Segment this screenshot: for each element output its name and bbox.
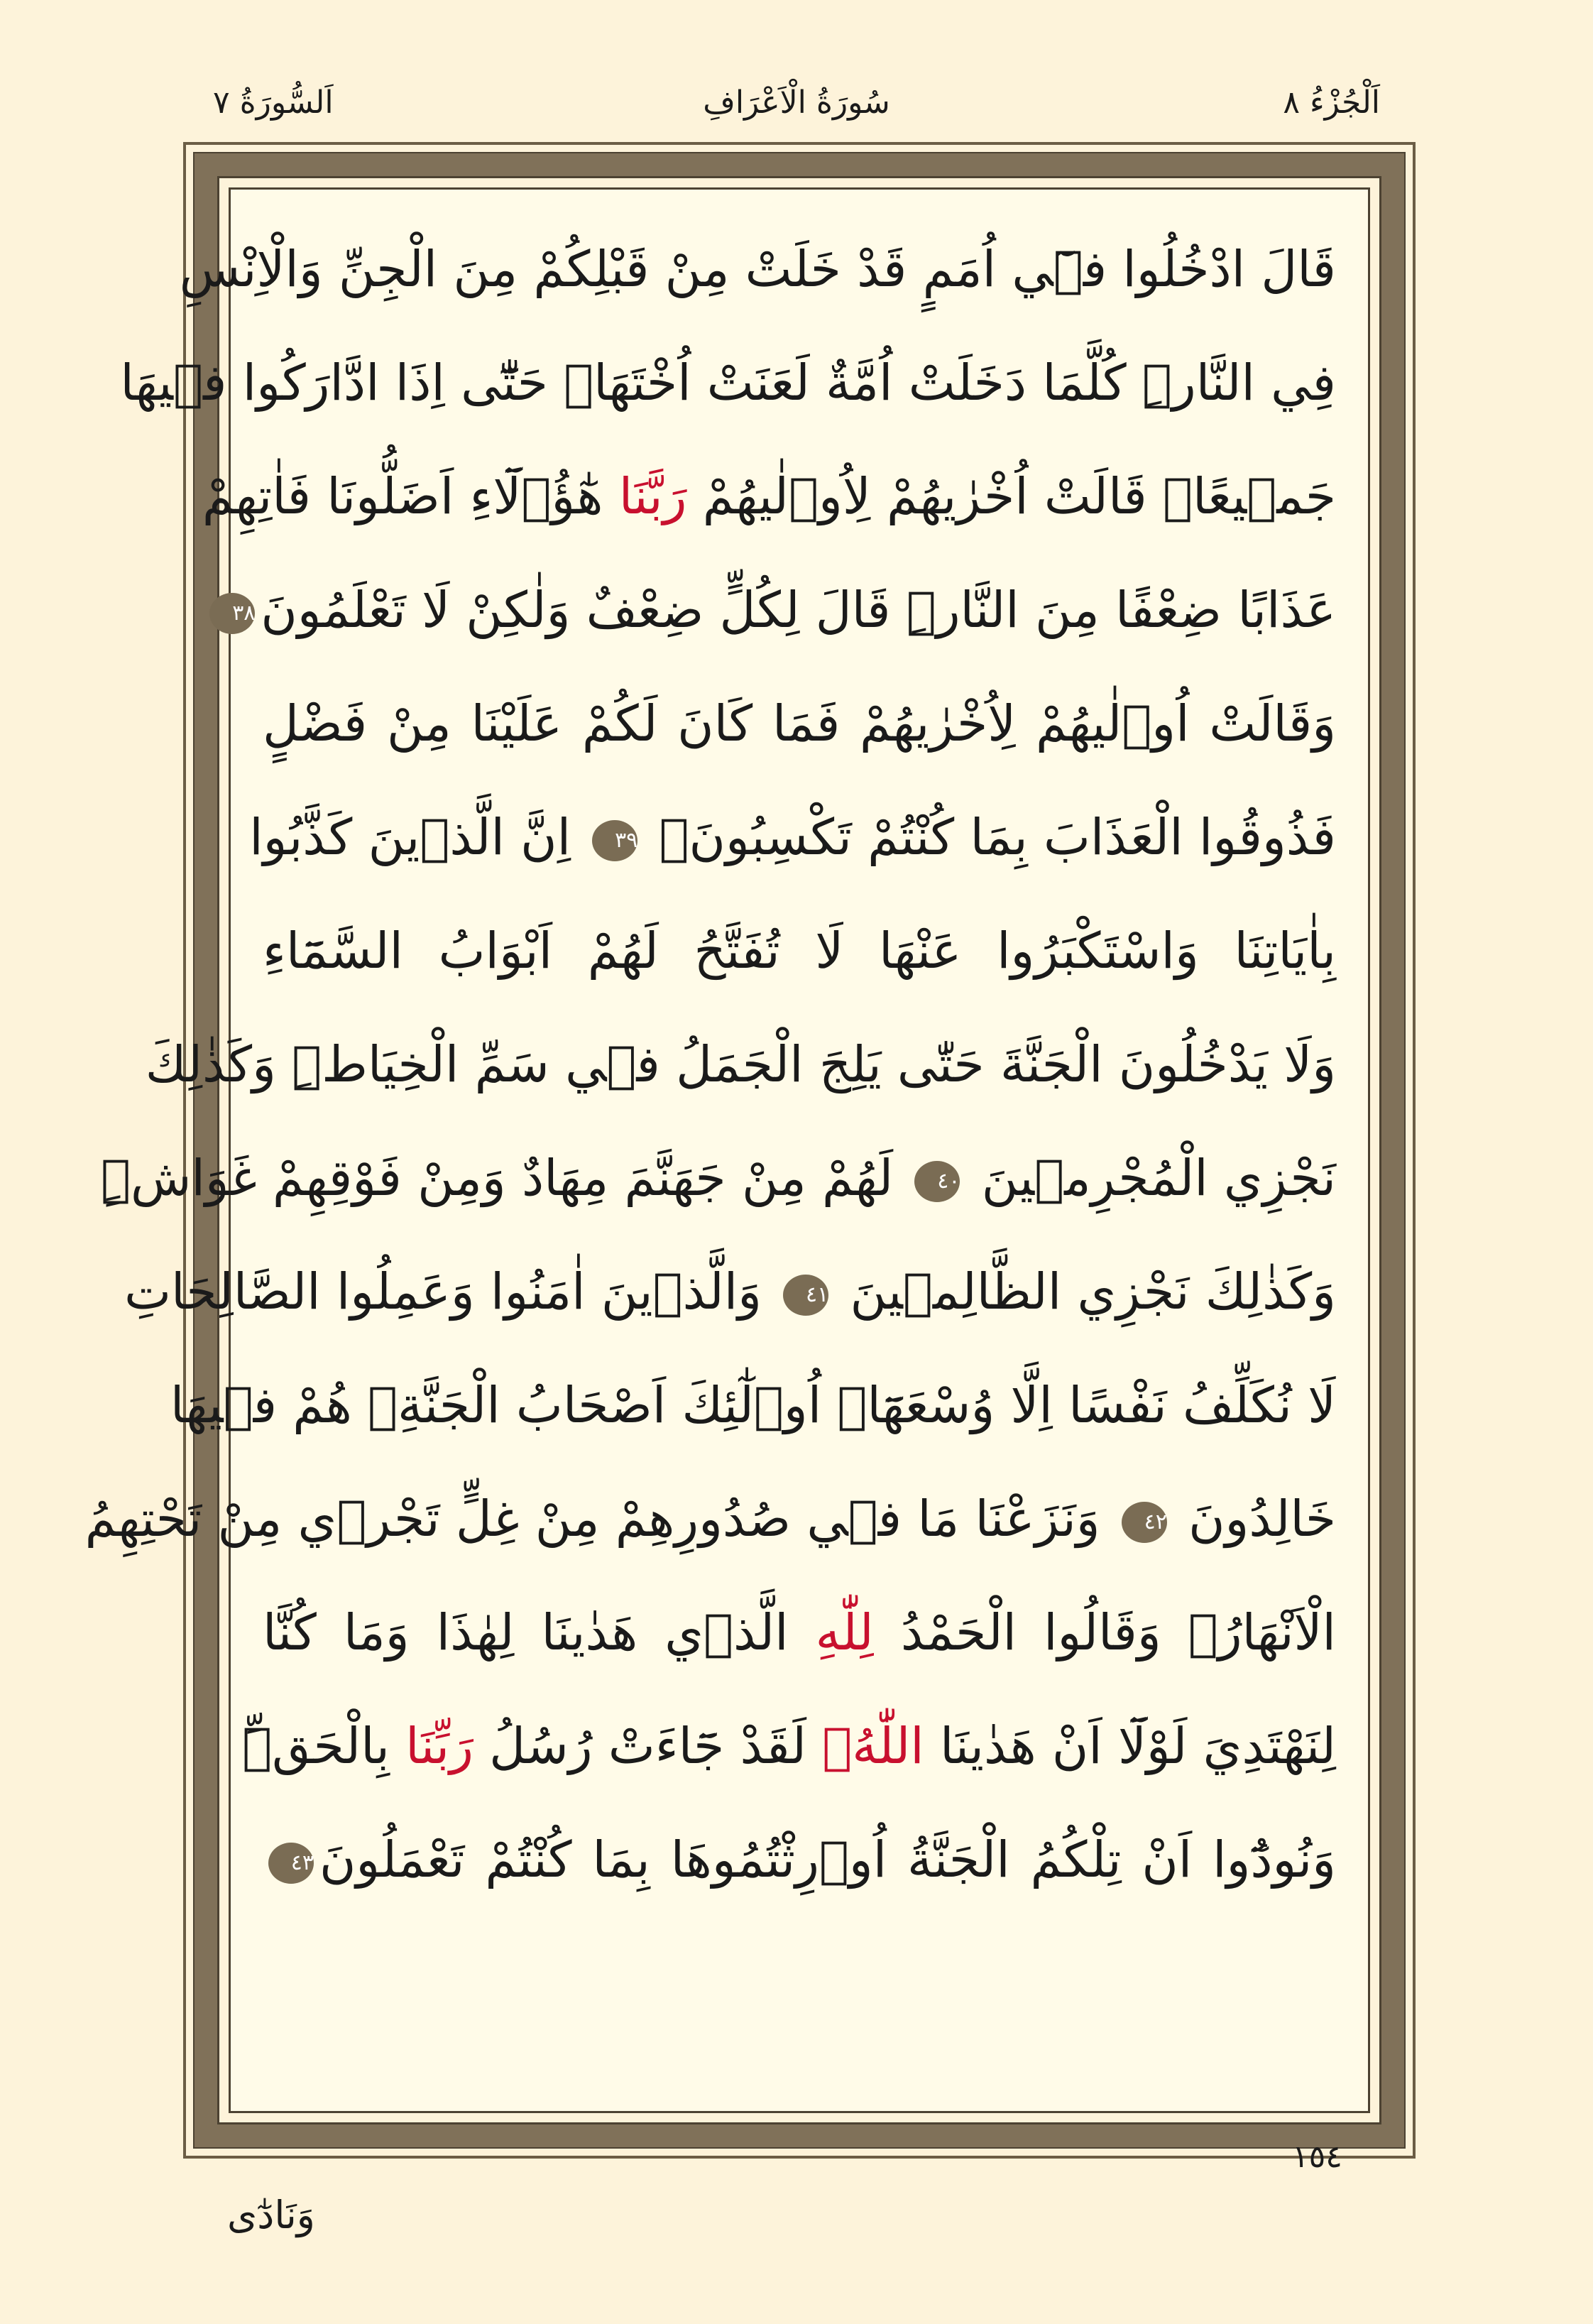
text-line-9 <box>101 1122 1336 1234</box>
ayah-number-marker: ٤١ <box>783 1275 828 1316</box>
line-text: هٰٓؤُ۬لَٓاءِ اَضَلُّونَا فَاٰتِهِمْ <box>202 467 619 525</box>
text-line-7 <box>263 895 1336 1007</box>
text-line-10 <box>124 1235 1336 1348</box>
line-text: لِنَهْتَدِيَ لَوْلَٓا اَنْ هَدٰينَا <box>924 1717 1336 1775</box>
page-number: ١٥٤ <box>1292 2139 1342 2175</box>
ayah-number-marker: ٤٢ <box>1122 1502 1167 1543</box>
ayah-number-marker: ٤٠ <box>914 1161 960 1202</box>
text-line-8 <box>145 1008 1336 1120</box>
divine-name-highlight: رَبَّنَا <box>618 467 687 525</box>
divine-name-highlight: لِلّٰهِ <box>815 1603 874 1662</box>
line-text: وَالَّذ۪ينَ اٰمَنُوا وَعَمِلُوا الصَّالِحَاتِ <box>124 1262 778 1321</box>
juz-label: اَلْجُزْءُ ٨ <box>1283 84 1380 121</box>
text-line-14 <box>242 1690 1336 1802</box>
surah-number-label: اَلسُّورَةُ ٧ <box>213 84 334 121</box>
text-line-5 <box>263 667 1336 780</box>
line-text: لَقَدْ جَٓاءَتْ رُسُلُ <box>473 1717 823 1775</box>
page-header <box>0 71 1593 135</box>
line-text: وَلَا يَدْخُلُونَ الْجَنَّةَ حَتّٰى يَلِجَ الْجَمَلُ ف۪ي سَمِّ الْخِيَاطِۜ وَكَذٰلِكَ <box>145 1035 1336 1093</box>
line-text: اِنَّ الَّذ۪ينَ كَذَّبُوا <box>249 808 587 866</box>
text-line-3 <box>202 440 1336 552</box>
line-text: وَكَذٰلِكَ نَجْزِي الظَّالِم۪ينَ <box>834 1262 1336 1321</box>
line-text: فِي النَّارِۜ كُلَّمَا دَخَلَتْ اُمَّةٌ لَعَنَتْ اُخْتَهَاۜ حَتّٰٓى اِذَا ادَّارَكُوا ف۪يهَا <box>120 354 1336 412</box>
line-text: وَنُودُٓوا اَنْ تِلْكُمُ الْجَنَّةُ اُو۫رِثْتُمُوهَا بِمَا كُنْتُمْ تَعْمَلُونَ <box>319 1831 1336 1889</box>
text-line-11 <box>170 1349 1336 1461</box>
quran-text-block <box>84 213 1337 2088</box>
text-line-1 <box>179 213 1336 325</box>
text-line-2 <box>120 327 1336 439</box>
line-text: الَّذ۪ي هَدٰينَا لِهٰذَا وَمَا كُنَّا <box>263 1603 816 1662</box>
text-line-4 <box>232 554 1336 666</box>
ayah-number-marker: ٣٩ <box>592 820 637 861</box>
line-text: نَجْزِي الْمُجْرِم۪ينَ <box>965 1149 1336 1207</box>
line-text: وَنَزَعْنَا مَا ف۪ي صُدُورِهِمْ مِنْ غِلٍّ تَجْر۪ي مِنْ تَحْتِهِمُ <box>84 1490 1116 1548</box>
line-text: بِاٰيَاتِنَا وَاسْتَكْبَرُوا عَنْهَا لَا تُفَتَّحُ لَهُمْ اَبْوَابُ السَّمَٓاءِ <box>263 922 1336 980</box>
line-text: فَذُوقُوا الْعَذَابَ بِمَا كُنْتُمْ تَكْسِبُونَ۟ <box>643 808 1336 866</box>
line-text: جَم۪يعًاۙ قَالَتْ اُخْرٰيهُمْ لِاُو۫لٰيهُمْ <box>686 467 1336 525</box>
line-text: لَا نُكَلِّفُ نَفْسًا اِلَّا وُسْعَهَٓاۘ اُو۬لٰٓئِكَ اَصْحَابُ الْجَنَّةِۚ هُمْ ف۪يهَا <box>170 1376 1336 1434</box>
catchword: وَنَادٰٓى <box>227 2193 315 2237</box>
text-line-12 <box>84 1463 1336 1575</box>
line-text: عَذَابًا ضِعْفًا مِنَ النَّارِۜ قَالَ لِكُلٍّ ضِعْفٌ وَلٰكِنْ لَا تَعْلَمُونَ <box>261 581 1336 639</box>
ayah-number-marker: ٣٨ <box>209 593 255 634</box>
text-line-6 <box>249 781 1336 893</box>
divine-name-highlight: رَبِّنَا <box>405 1717 473 1775</box>
divine-name-highlight: اللّٰهُۚ <box>822 1717 924 1775</box>
ayah-number-marker: ٤٣ <box>268 1843 314 1884</box>
surah-title: سُورَةُ الْاَعْرَافِ <box>703 84 890 121</box>
line-text: الْاَنْهَارُۚ وَقَالُوا الْحَمْدُ <box>873 1603 1337 1662</box>
text-line-15 <box>263 1804 1336 1916</box>
line-text: وَقَالَتْ اُو۫لٰيهُمْ لِاُخْرٰيهُمْ فَمَا كَانَ لَكُمْ عَلَيْنَا مِنْ فَضْلٍ <box>263 694 1336 753</box>
text-line-13 <box>263 1576 1336 1689</box>
line-text: بِالْحَقِّۜ <box>242 1717 406 1775</box>
line-text: قَالَ ادْخُلُوا ف۪ٓي اُمَمٍ قَدْ خَلَتْ مِنْ قَبْلِكُمْ مِنَ الْجِنِّ وَالْاِنْسِ <box>179 240 1336 298</box>
line-text: لَهُمْ مِنْ جَهَنَّمَ مِهَادٌ وَمِنْ فَوْقِهِمْ غَوَاشٍۜ <box>101 1149 909 1207</box>
line-text: خَالِدُونَ <box>1172 1490 1336 1548</box>
